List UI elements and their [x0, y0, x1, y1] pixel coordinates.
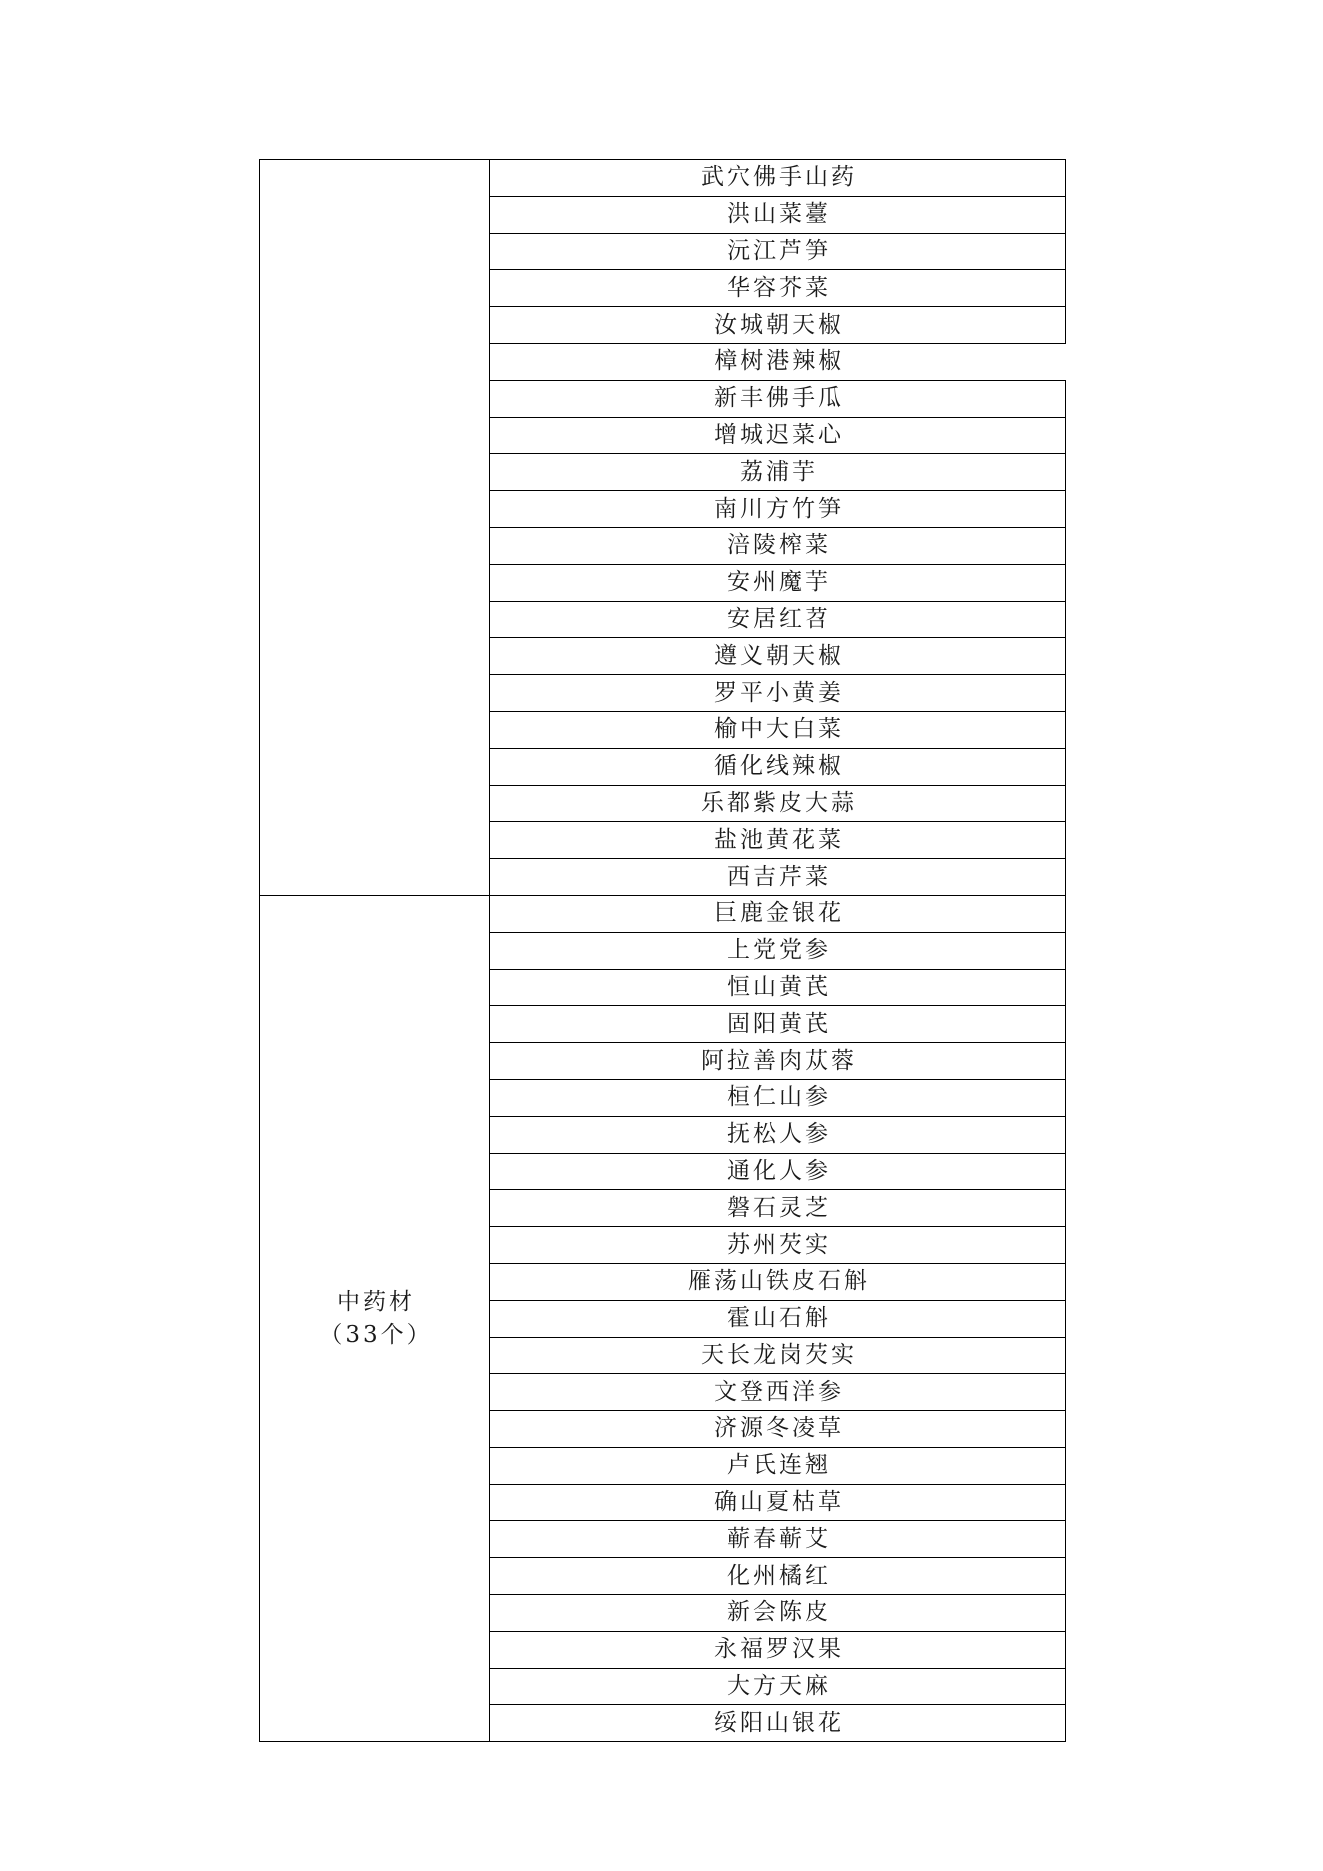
product-name-cell: 循化线辣椒	[490, 748, 1066, 785]
table-row	[260, 160, 1066, 197]
category-cell	[260, 160, 490, 896]
product-name-cell: 桓仁山参	[490, 1079, 1066, 1116]
table-row	[260, 895, 1066, 932]
product-name-cell: 恒山黄芪	[490, 969, 1066, 1006]
product-name-cell: 天长龙岗芡实	[490, 1337, 1066, 1374]
product-name-cell: 沅江芦笋	[490, 233, 1066, 270]
table-body	[260, 160, 1066, 1742]
product-name-cell: 济源冬凌草	[490, 1411, 1066, 1448]
product-name-cell: 涪陵榨菜	[490, 527, 1066, 564]
category-count: （33个）	[319, 1321, 433, 1348]
product-name-cell: 安州魔芋	[490, 564, 1066, 601]
product-name-cell: 盐池黄花菜	[490, 822, 1066, 859]
product-name-cell: 洪山菜薹	[490, 196, 1066, 233]
product-name-cell: 确山夏枯草	[490, 1484, 1066, 1521]
product-name-cell: 增城迟菜心	[490, 417, 1066, 454]
product-name-cell: 遵义朝天椒	[490, 638, 1066, 675]
product-name-cell: 抚松人参	[490, 1116, 1066, 1153]
product-name-cell: 西吉芹菜	[490, 859, 1066, 896]
product-name-cell: 罗平小黄姜	[490, 675, 1066, 712]
product-name-cell: 汝城朝天椒	[490, 307, 1066, 344]
category-label: 中药材	[337, 1288, 415, 1315]
product-name-cell: 通化人参	[490, 1153, 1066, 1190]
product-name-cell: 卢氏连翘	[490, 1447, 1066, 1484]
product-name-cell: 上党党参	[490, 932, 1066, 969]
product-name-cell: 文登西洋参	[490, 1374, 1066, 1411]
product-name-cell: 绥阳山银花	[490, 1705, 1066, 1742]
category-cell	[260, 895, 490, 1741]
product-name-cell: 大方天麻	[490, 1668, 1066, 1705]
product-name-cell: 霍山石斛	[490, 1300, 1066, 1337]
product-name-cell: 华容芥菜	[490, 270, 1066, 307]
product-name-cell: 南川方竹笋	[490, 491, 1066, 528]
product-name-cell: 苏州芡实	[490, 1227, 1066, 1264]
product-name-cell: 新会陈皮	[490, 1595, 1066, 1632]
product-name-cell: 阿拉善肉苁蓉	[490, 1043, 1066, 1080]
product-name-cell: 荔浦芋	[490, 454, 1066, 491]
product-name-cell: 磐石灵芝	[490, 1190, 1066, 1227]
product-name-cell: 永福罗汉果	[490, 1631, 1066, 1668]
product-name-cell: 化州橘红	[490, 1558, 1066, 1595]
product-name-cell: 安居红苕	[490, 601, 1066, 638]
product-name-cell: 榆中大白菜	[490, 711, 1066, 748]
product-name-cell: 巨鹿金银花	[490, 895, 1066, 932]
product-name-cell: 新丰佛手瓜	[490, 380, 1066, 417]
product-table	[259, 159, 1066, 1742]
product-name-cell: 蕲春蕲艾	[490, 1521, 1066, 1558]
product-name-cell: 武穴佛手山药	[490, 160, 1066, 197]
product-name-cell: 樟树港辣椒	[490, 343, 1066, 380]
product-name-cell: 固阳黄芪	[490, 1006, 1066, 1043]
product-name-cell: 乐都紫皮大蒜	[490, 785, 1066, 822]
product-name-cell: 雁荡山铁皮石斛	[490, 1263, 1066, 1300]
